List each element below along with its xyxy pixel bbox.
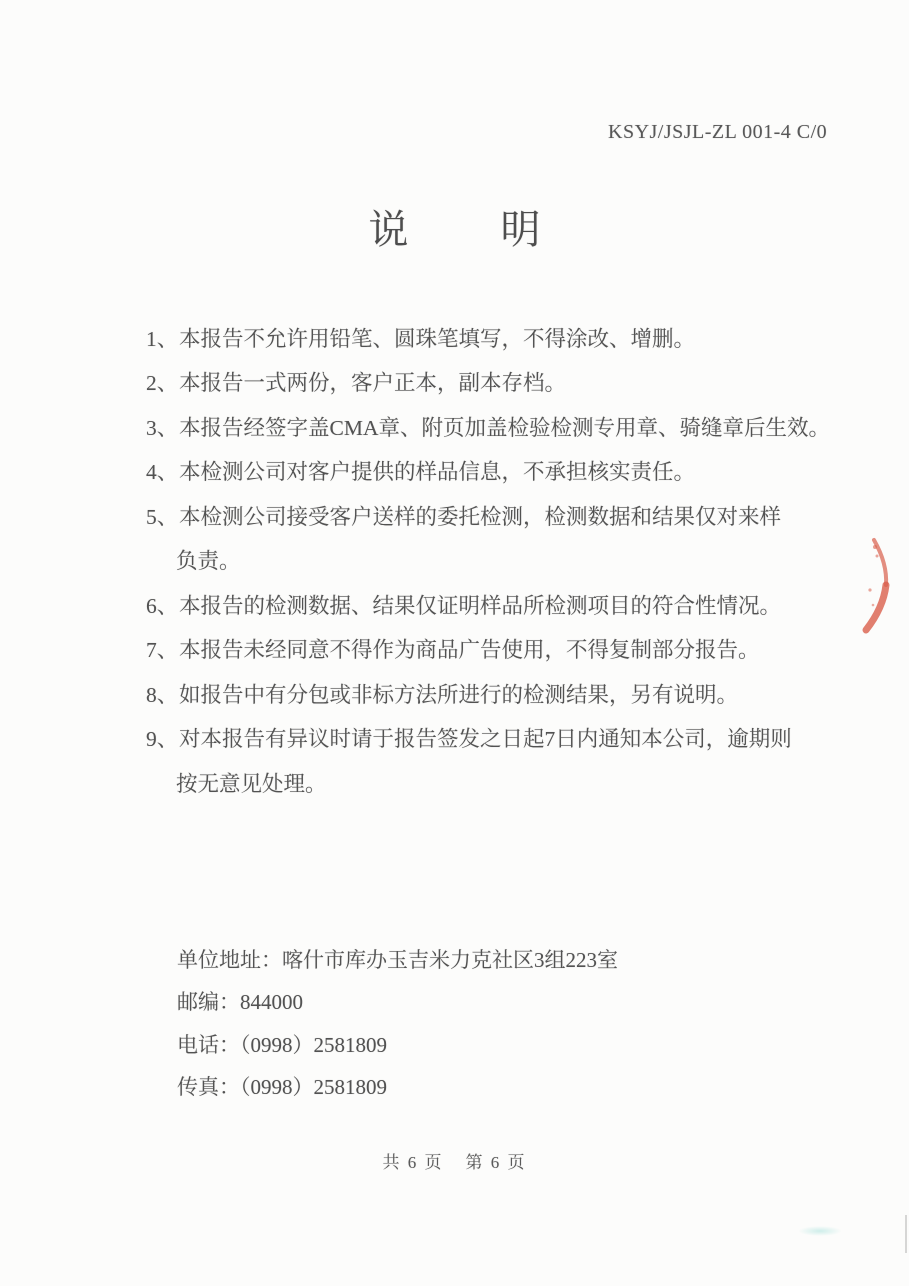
note-text: 本检测公司接受客户送样的委托检测，检测数据和结果仅对来样 [179, 504, 782, 529]
contact-fax: 传真：（0998）2581809 [177, 1075, 387, 1100]
note-item-6 [146, 582, 886, 627]
page-title [0, 198, 909, 255]
note-number: 6、 [146, 593, 179, 618]
footer-current-page: 第 6 页 [465, 1153, 527, 1172]
note-number: 8、 [146, 682, 179, 707]
scan-smudge [798, 1226, 842, 1236]
note-text: 对本报告有异议时请于报告签发之日起7日内通知本公司，逾期则 [179, 727, 792, 752]
note-text: 如报告中有分包或非标方法所进行的检测结果，另有说明。 [179, 682, 739, 707]
note-text: 负责。 [176, 549, 241, 574]
note-number: 9、 [146, 727, 179, 752]
note-text: 本报告不允许用铅笔、圆珠笔填写，不得涂改、增删。 [179, 326, 696, 351]
note-text: 本检测公司对客户提供的样品信息，不承担核实责任。 [179, 460, 696, 485]
note-number: 3、 [146, 415, 179, 440]
contact-phone: 电话：（0998）2581809 [177, 1032, 387, 1057]
note-number: 5、 [146, 504, 179, 529]
contact-address: 单位地址：喀什市库办玉吉米力克社区3组223室 [177, 948, 618, 973]
note-text: 本报告未经同意不得作为商品广告使用，不得复制部分报告。 [179, 638, 760, 663]
notes-list [146, 315, 886, 805]
document-code: KSYJ/JSJL-ZL 001-4 C/0 [608, 121, 828, 143]
note-number: 4、 [146, 460, 179, 485]
note-item-9-continuation [146, 760, 886, 805]
page-footer [0, 1148, 909, 1173]
note-item-7 [146, 627, 886, 672]
note-item-2 [146, 360, 886, 405]
note-item-8 [146, 671, 886, 716]
title-char-1: 说 [368, 207, 409, 252]
note-number: 1、 [146, 326, 179, 351]
red-seal-edge-mark [858, 530, 898, 635]
note-item-3 [146, 404, 886, 449]
note-item-5-continuation [146, 538, 886, 583]
note-item-4 [146, 449, 886, 494]
note-text: 本报告经签字盖CMA章、附页加盖检验检测专用章、骑缝章后生效。 [179, 415, 830, 440]
scan-edge-artifact [905, 1215, 907, 1253]
note-item-1 [146, 315, 886, 360]
contact-block [177, 938, 618, 1107]
contact-postcode: 邮编：844000 [177, 990, 303, 1015]
note-text: 本报告一式两份，客户正本，副本存档。 [179, 371, 567, 396]
note-number: 2、 [146, 371, 179, 396]
note-text: 本报告的检测数据、结果仅证明样品所检测项目的符合性情况。 [179, 593, 782, 618]
note-item-5 [146, 493, 886, 538]
note-text: 按无意见处理。 [176, 771, 327, 796]
note-number: 7、 [146, 638, 179, 663]
title-char-2: 明 [500, 207, 541, 252]
note-item-9 [146, 716, 886, 761]
footer-total-pages: 共 6 页 [382, 1153, 444, 1172]
